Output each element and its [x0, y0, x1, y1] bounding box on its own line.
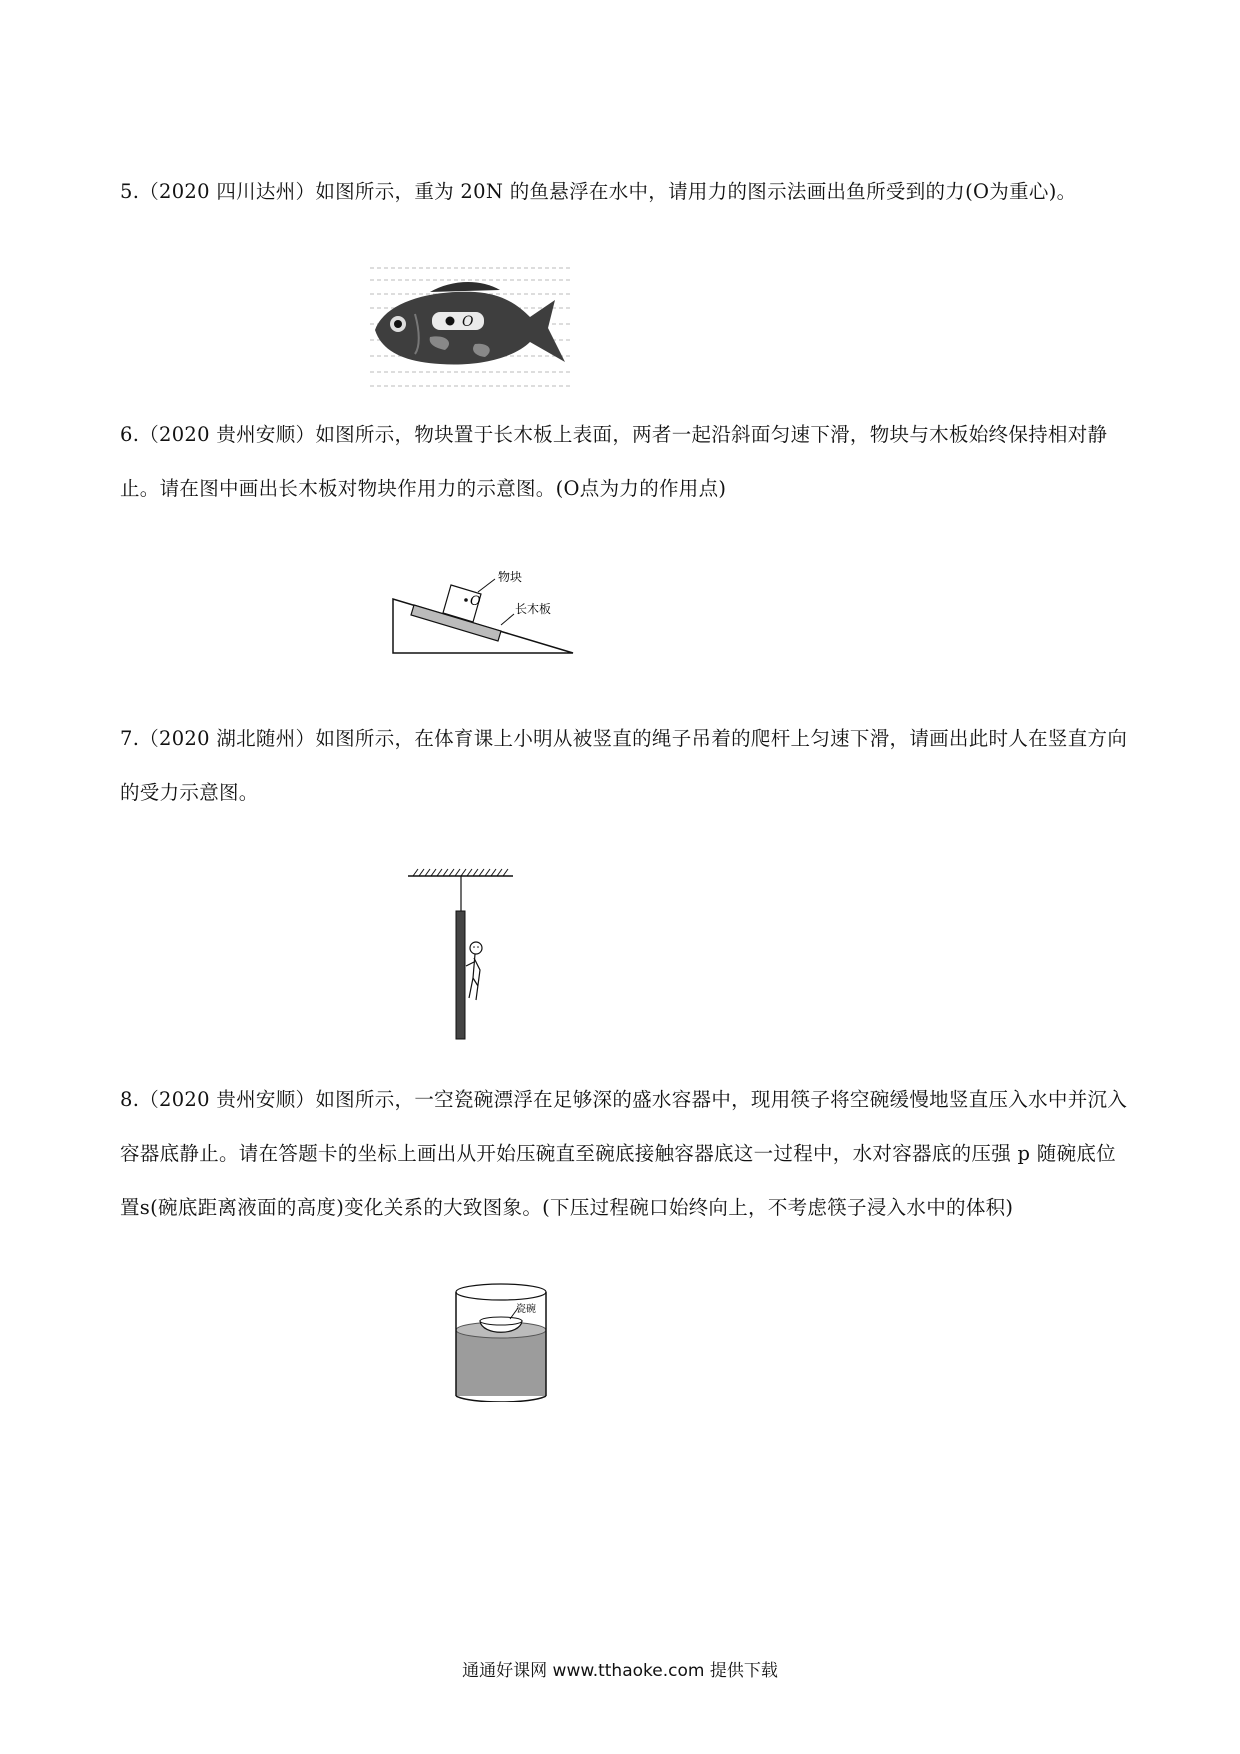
pole-figure — [405, 866, 515, 1041]
bowl-container-figure — [450, 1282, 552, 1402]
fish-center-label: O — [462, 314, 474, 330]
question-7-text: 7.（2020 湖北随州）如图所示，在体育课上小明从被竖直的绳子吊着的爬杆上匀速下滑，请画出此时人在竖直方向的受力示意图。 — [120, 727, 1128, 804]
question-5-text: 5.（2020 四川达州）如图所示，重为 20N 的鱼悬浮在水中，请用力的图示法画出鱼所受到的力(O为重心)。 — [120, 180, 1077, 203]
question-8-text: 8.（2020 贵州安顺）如图所示，一空瓷碗漂浮在足够深的盛水容器中，现用筷子将空碗缓慢地竖直压入水中并沉入容器底静止。请在答题卡的坐标上画出从开始压碗直至碗底接触容器底这一过程中，水对容器底的压强 p 随碗底位置s(碗底距离液面的高度)变化关系的大致图象。(下压过程碗口始终向上，不考虑筷子浸入水中的体积) — [120, 1088, 1128, 1219]
block-label: 物块 — [498, 570, 523, 584]
fish-figure — [370, 262, 570, 392]
incline-figure — [390, 562, 590, 658]
block-center-label: O — [470, 594, 481, 609]
bowl-label: 瓷碗 — [516, 1304, 536, 1315]
board-label: 长木板 — [515, 602, 552, 616]
page-footer: 通通好课网 www.tthaoke.com 提供下载 — [462, 1661, 778, 1681]
question-6-text: 6.（2020 贵州安顺）如图所示，物块置于长木板上表面，两者一起沿斜面匀速下滑，物块与木板始终保持相对静止。请在图中画出长木板对物块作用力的示意图。(O点为力的作用点) — [120, 423, 1108, 500]
